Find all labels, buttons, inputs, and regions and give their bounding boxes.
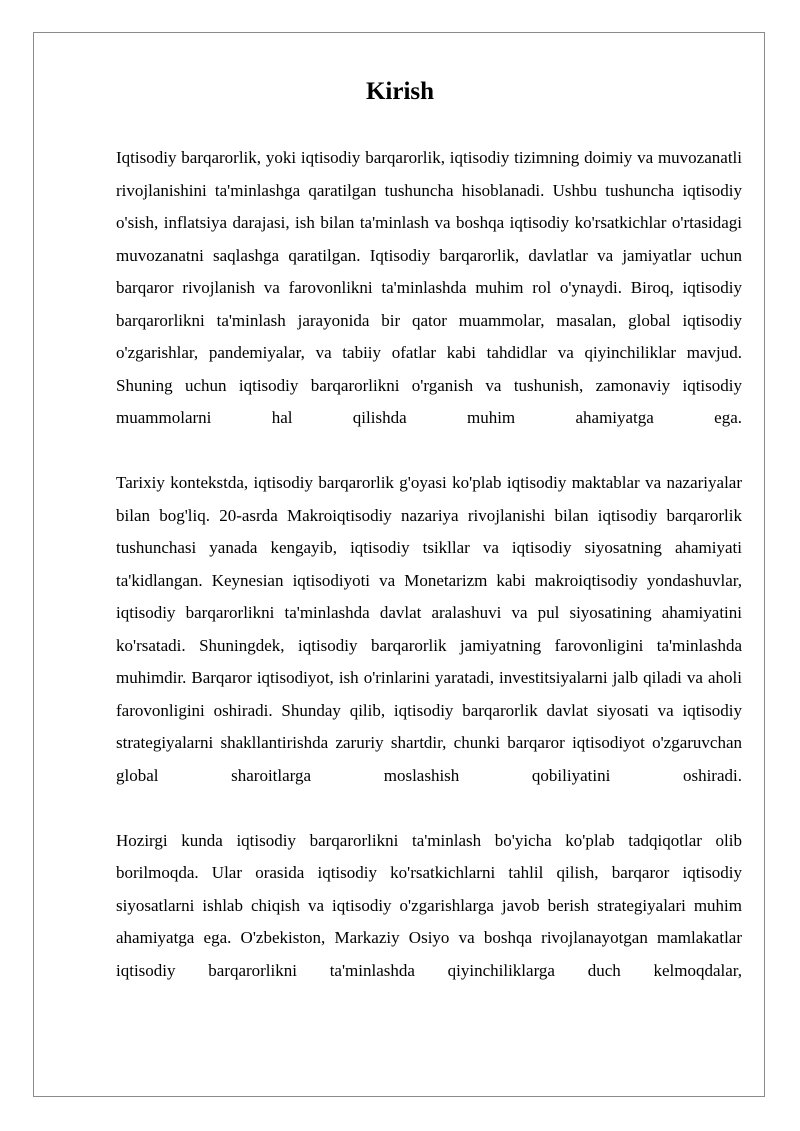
paragraph-3: Hozirgi kunda iqtisodiy barqarorlikni ta'minlash bo'yicha ko'plab tadqiqotlar olib borilmoqda. Ular orasida iqtisodiy ko'rsatkichlarni tahlil qilish, barqaror iqtisodiy siyosatlarni ishlab chiqish va iqtisodiy o'zgarishlarga javob berish strategiyalari muhim ahamiyatga ega. O'zbekiston, Markaziy Osiyo va boshqa rivojlanayotgan mamlakatlar iqtisodiy barqarorlikni ta'minlashda qiyinchiliklarga duch kelmoqdalar, (116, 830, 742, 980)
paragraph-spacer (116, 435, 742, 468)
paragraph-spacer (116, 792, 742, 825)
document-body (116, 142, 742, 987)
page-title: Kirish (365, 78, 435, 105)
paragraph-2: Tarixiy kontekstda, iqtisodiy barqarorlik g'oyasi ko'plab iqtisodiy maktablar va nazariyalar bilan bog'liq. 20-asrda Makroiqtisodiy nazariya rivojlanishi bilan iqtisodiy barqarorlik tushunchasi yanada kengayib, iqtisodiy tsikllar va iqtisodiy siyosatning ahamiyati ta'kidlangan. Keynesian iqtisodiyoti va Monetarizm kabi makroiqtisodiy yondashuvlar, iqtisodiy barqarorlikni ta'minlashda davlat aralashuvi va pul siyosatining ahamiyatini ko'rsatadi. Shuningdek, iqtisodiy barqarorlik jamiyatning farovonligini ta'minlashda muhimdir. Barqaror iqtisodiyot, ish o'rinlarini yaratadi, investitsiyalarni jalb qiladi va aholi farovonligini oshiradi. Shunday qilib, iqtisodiy barqarorlik davlat siyosati va iqtisodiy strategiyalarni shakllantirishda zaruriy shartdir, chunki barqaror iqtisodiyot o'zgaruvchan global sharoitlarga moslashish qobiliyatini oshiradi. (116, 473, 742, 785)
paragraph-1: Iqtisodiy barqarorlik, yoki iqtisodiy barqarorlik, iqtisodiy tizimning doimiy va muvozanatli rivojlanishini ta'minlashga qaratilgan tushuncha hisoblanadi. Ushbu tushuncha iqtisodiy o'sish, inflatsiya darajasi, ish bilan ta'minlash va boshqa iqtisodiy ko'rsatkichlar o'rtasidagi muvozanatni saqlashga qaratilgan. Iqtisodiy barqarorlik, davlatlar va jamiyatlar uchun barqaror rivojlanish va farovonlikni ta'minlashda muhim rol o'ynaydi. Biroq, iqtisodiy barqarorlikni ta'minlash jarayonida bir qator muammolar, masalan, global iqtisodiy o'zgarishlar, pandemiyalar, va tabiiy ofatlar kabi tahdidlar va qiyinchiliklar mavjud. Shuning uchun iqtisodiy barqarorlikni o'rganish va tushunish, zamonaviy iqtisodiy muammolarni hal qilishda muhim ahamiyatga ega. (116, 148, 742, 427)
